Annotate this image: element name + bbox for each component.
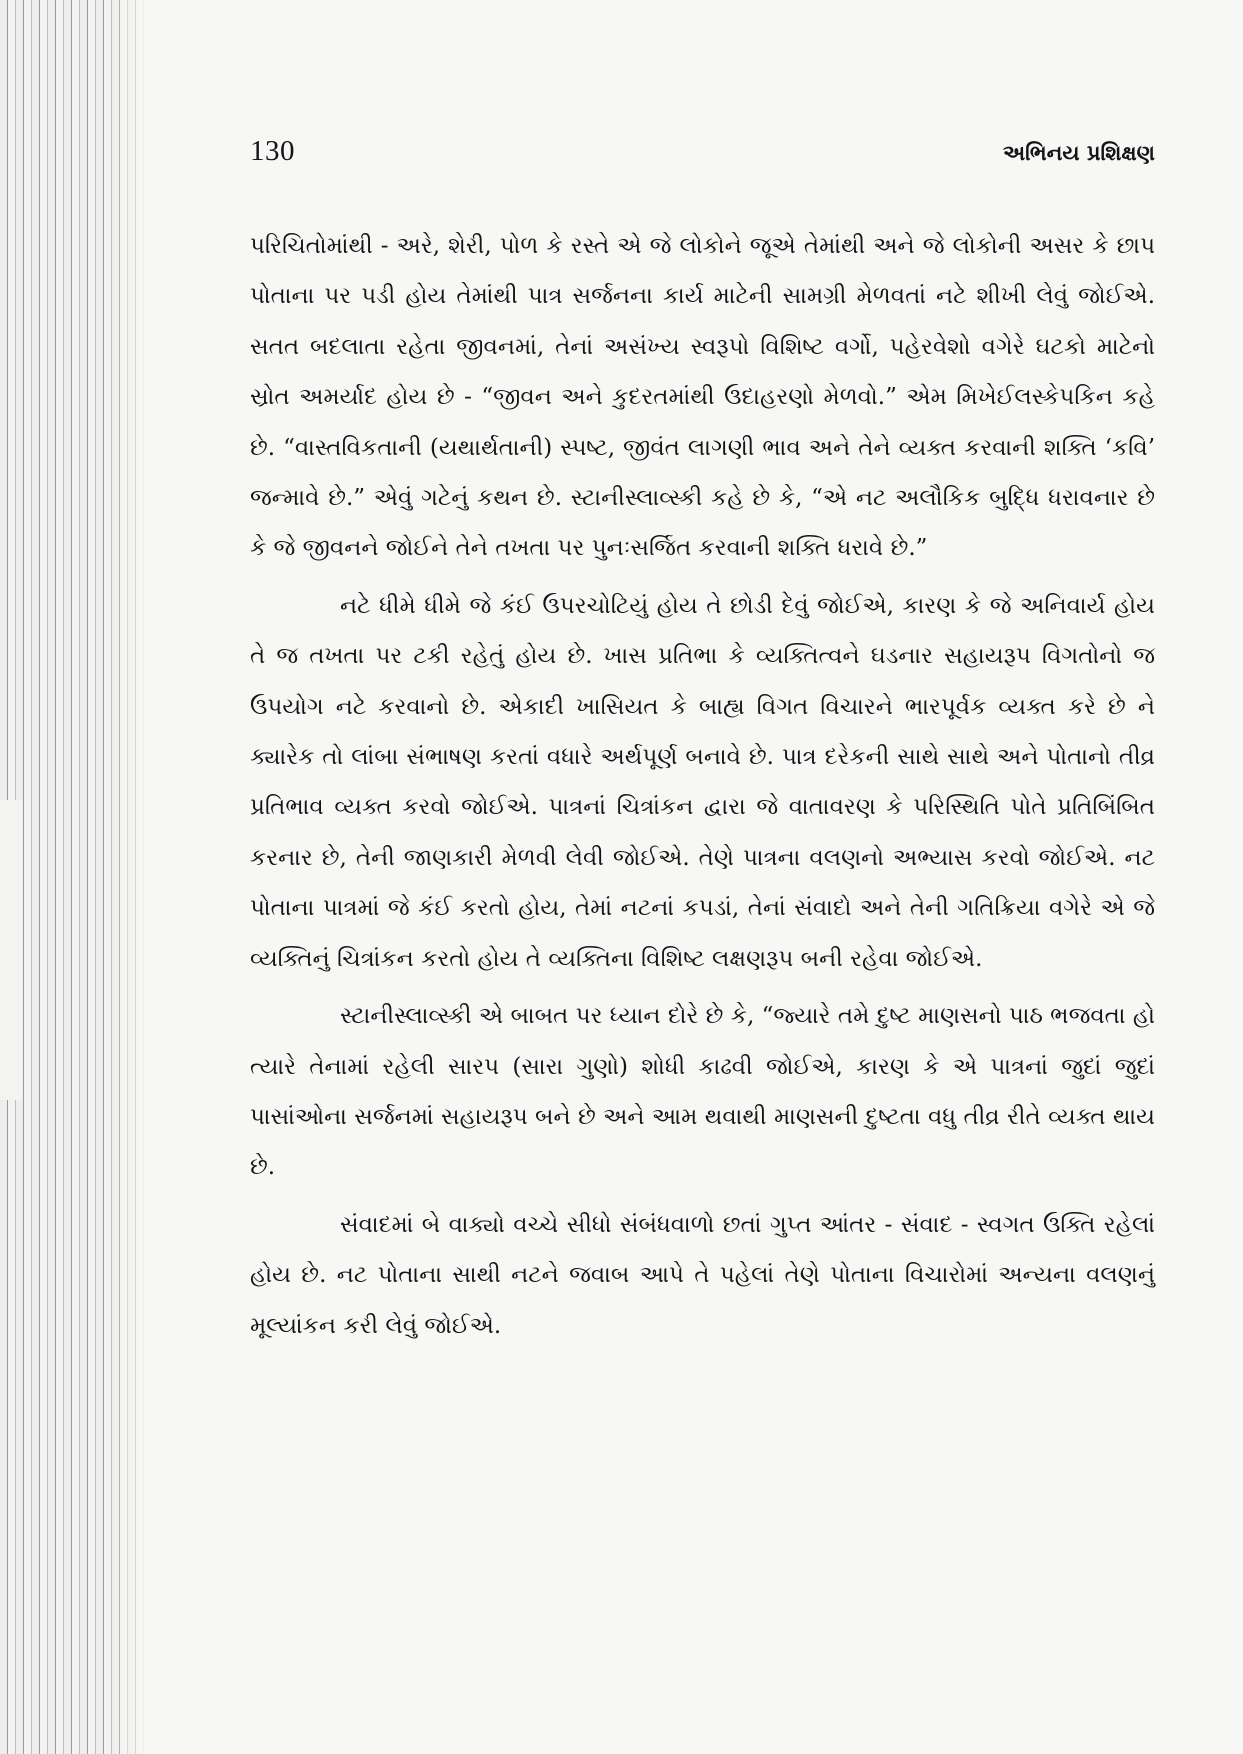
paragraph-3: સ્ટાનીસ્લાવ્સ્કી એ બાબત પર ધ્યાન દોરે છે કે, “જ્યારે તમે દુષ્ટ માણસનો પાઠ ભજવતા હો ત્યારે તેનામાં રહેલી સારપ (સારા ગુણો) શોધી કાઢવી જોઈએ, કારણ કે એ પાત્રનાં જુદાં જુદાં પાસાંઓના સર્જનમાં સહાયરૂપ બને છે અને આમ થવાથી માણસની દુષ્ટતા વધુ તીવ્ર રીતે વ્યક્ત થાય છે. bbox=[250, 1003, 1155, 1181]
page-edge-gap bbox=[0, 800, 22, 1100]
page-number: 130 bbox=[250, 135, 295, 167]
book-page-edges bbox=[0, 0, 150, 1754]
paragraph-4: સંવાદમાં બે વાક્યો વચ્ચે સીધો સંબંધવાળો છતાં ગુપ્ત આંતર - સંવાદ - સ્વગત ઉક્તિ રહેલાં હોય છે. નટ પોતાના સાથી નટને જવાબ આપે તે પહેલાં તેણે પોતાના વિચારોમાં અન્યના વલણનું મૂલ્યાંકન કરી લેવું જોઈએ. bbox=[250, 1211, 1155, 1339]
book-page bbox=[250, 135, 1155, 1351]
running-title: અભિનય પ્રશિક્ષણ bbox=[1003, 141, 1155, 165]
body-text bbox=[250, 221, 1155, 1351]
paragraph-2: નટે ધીમે ધીમે જે કંઈ ઉપરચોટિયું હોય તે છોડી દેવું જોઈએ, કારણ કે જે અનિવાર્ય હોય તે જ તખતા પર ટકી રહેતું હોય છે. ખાસ પ્રતિભા કે વ્યક્તિત્વને ઘડનાર સહાયરૂપ વિગતોનો જ ઉપયોગ નટે કરવાનો છે. એકાદી ખાસિયત કે બાહ્ય વિગત વિચારને ભારપૂર્વક વ્યક્ત કરે છે ને ક્યારેક તો લાંબા સંભાષણ કરતાં વધારે અર્થપૂર્ણ બનાવે છે. પાત્ર દરેકની સાથે સાથે અને પોતાનો તીવ્ર પ્રતિભાવ વ્યક્ત કરવો જોઈએ. પાત્રનાં ચિત્રાંકન દ્વારા જે વાતાવરણ કે પરિસ્થિતિ પોતે પ્રતિબિંબિત કરનાર છે, તેની જાણકારી મેળવી લેવી જોઈએ. તેણે પાત્રના વલણનો અભ્યાસ કરવો જોઈએ. નટ પોતાના પાત્રમાં જે કંઈ કરતો હોય, તેમાં નટનાં કપડાં, તેનાં સંવાદો અને તેની ગતિક્રિયા વગેરે એ જે વ્યક્તિનું ચિત્રાંકન કરતો હોય તે વ્યક્તિના વિશિષ્ટ લક્ષણરૂપ બની રહેવા જોઈએ. bbox=[250, 592, 1156, 972]
paragraph-1: પરિચિતોમાંથી - અરે, શેરી, પોળ કે રસ્તે એ જે લોકોને જૂએ તેમાંથી અને જે લોકોની અસર કે છાપ પોતાના પર પડી હોય તેમાંથી પાત્ર સર્જનના કાર્ય માટેની સામગ્રી મેળવતાં નટે શીખી લેવું જોઈએ. સતત બદલાતા રહેતા જીવનમાં, તેનાં અસંખ્ય સ્વરૂપો વિશિષ્ટ વર્ગો, પહેરવેશો વગેરે ઘટકો માટેનો સ્રોત અમર્યાદ હોય છે - “જીવન અને કુદરતમાંથી ઉદાહરણો મેળવો.” એમ મિખેઈલસ્કેપકિન કહે છે. “વાસ્તવિકતાની (યથાર્થતાની) સ્પષ્ટ, જીવંત લાગણી ભાવ અને તેને વ્યક્ત કરવાની શક્તિ ‘કવિ’ જન્માવે છે.” એવું ગટેનું કથન છે. સ્ટાનીસ્લાવ્સ્કી કહે છે કે, “એ નટ અલૌકિક બુદ્ધિ ધરાવનાર છે કે જે જીવનને જોઈને તેને તખતા પર પુનઃસર્જિત કરવાની શક્તિ ધરાવે છે.” bbox=[250, 233, 1155, 562]
page-header bbox=[250, 135, 1155, 175]
